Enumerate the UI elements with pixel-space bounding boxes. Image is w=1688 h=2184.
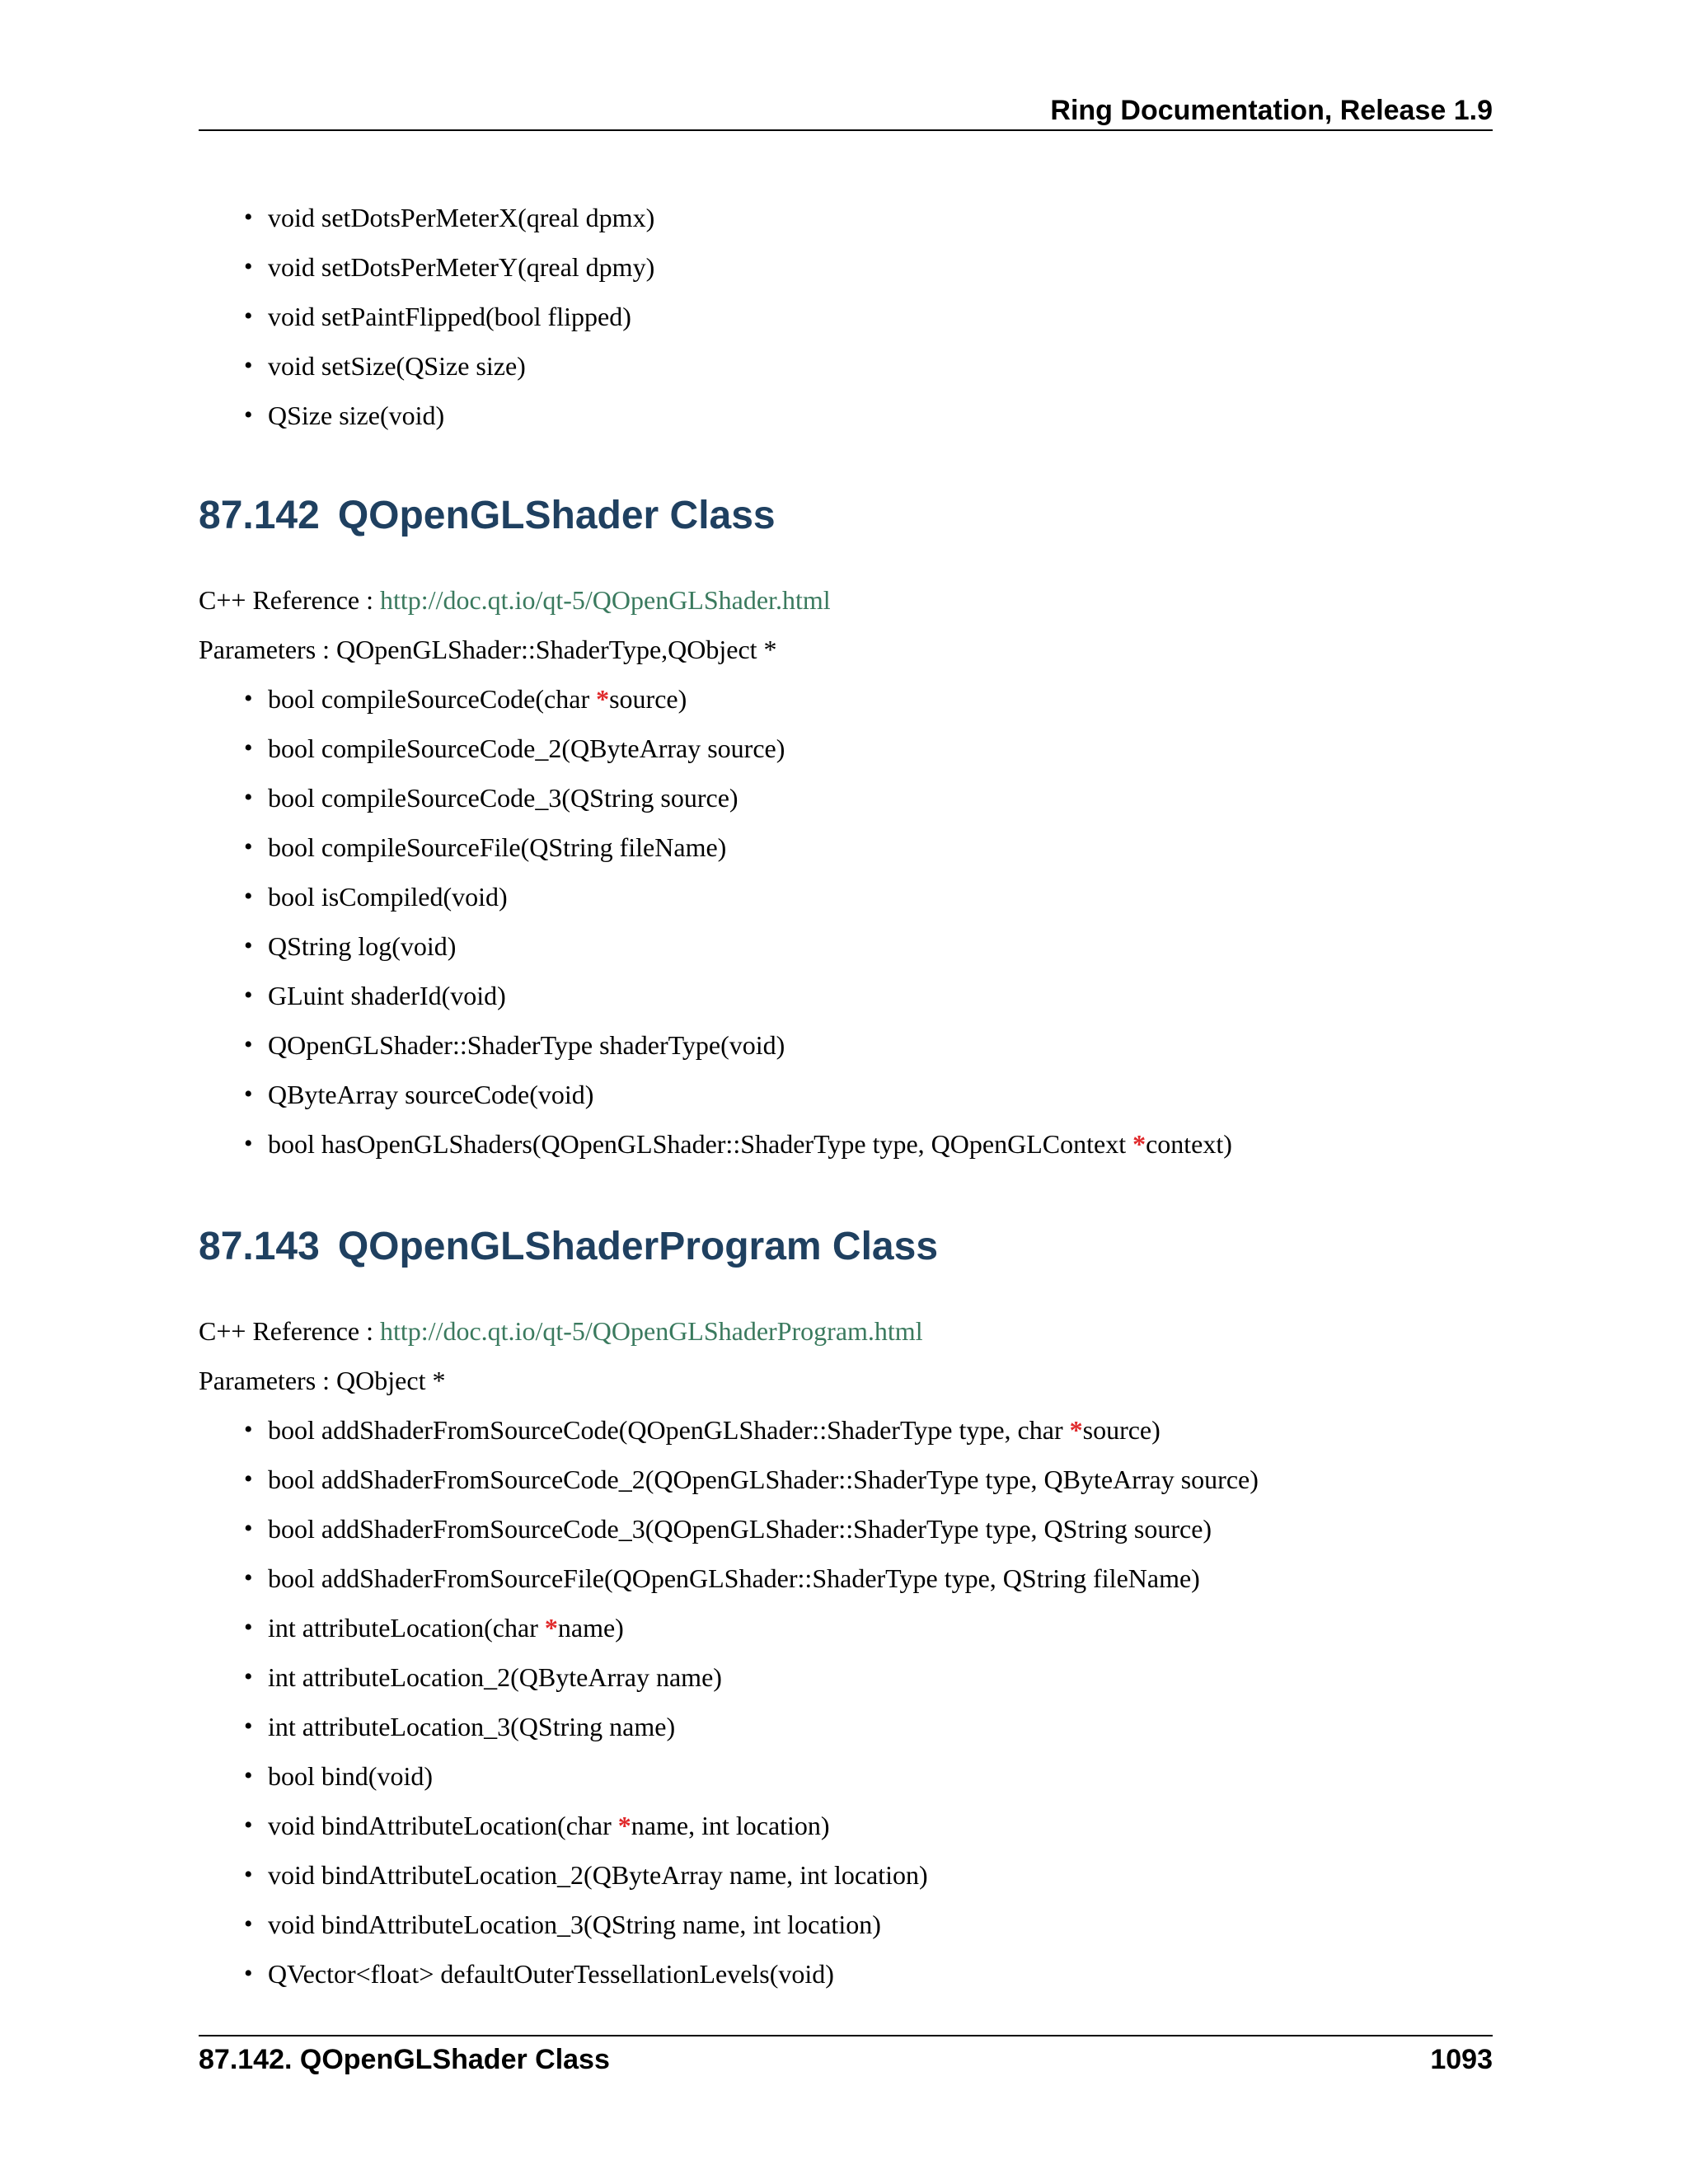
document-page <box>199 0 1493 2184</box>
cpp-reference-link[interactable]: http://doc.qt.io/qt-5/QOpenGLShader.html <box>380 585 831 615</box>
section-qopenglshader <box>199 491 1493 541</box>
method-item: • void bindAttributeLocation_3(QString name, int location) <box>199 1900 1493 1949</box>
parameters-value: QOpenGLShader::ShaderType,QObject * <box>336 635 777 664</box>
method-item: • bool addShaderFromSourceCode_3(QOpenGLShader::ShaderType type, QString source) <box>199 1504 1493 1554</box>
method-item: • bool compileSourceFile(QString fileName) <box>199 823 1493 872</box>
intro-method-list <box>199 193 1493 440</box>
section-qopenglshader-meta <box>199 575 1493 1169</box>
method-item: • bool compileSourceCode(char *source) <box>199 674 1493 724</box>
bullet-icon: • <box>244 1080 253 1108</box>
bullet-icon: • <box>244 1614 253 1641</box>
pointer-star: * <box>544 1613 558 1643</box>
bullet-icon: • <box>244 932 253 959</box>
method-item: • bool addShaderFromSourceCode(QOpenGLShader::ShaderType type, char *source) <box>199 1405 1493 1455</box>
section-qopenglshaderprogram-meta <box>199 1306 1493 1999</box>
section-qopenglshaderprogram <box>199 1222 1493 1272</box>
method-item: • GLuint shaderId(void) <box>199 971 1493 1020</box>
cpp-reference-label: C++ Reference : <box>199 585 380 615</box>
bullet-icon: • <box>244 401 253 429</box>
pointer-star: * <box>617 1811 631 1840</box>
method-item: • bool isCompiled(void) <box>199 872 1493 921</box>
cpp-reference <box>199 1306 1493 1356</box>
footer-rule <box>199 2035 1493 2036</box>
bullet-icon: • <box>244 833 253 860</box>
method-item: • void setDotsPerMeterX(qreal dpmx) <box>199 193 1493 242</box>
header-rule <box>199 129 1493 131</box>
method-item: • void setSize(QSize size) <box>199 341 1493 391</box>
footer-section-title: 87.142. QOpenGLShader Class <box>199 2044 610 2075</box>
method-item: • bool compileSourceCode_2(QByteArray source) <box>199 724 1493 773</box>
bullet-icon: • <box>244 1713 253 1740</box>
bullet-icon: • <box>244 1130 253 1157</box>
bullet-icon: • <box>244 685 253 712</box>
method-item: • int attributeLocation_2(QByteArray name) <box>199 1652 1493 1702</box>
parameters <box>199 625 1493 674</box>
bullet-icon: • <box>244 982 253 1009</box>
method-item: • QSize size(void) <box>199 391 1493 440</box>
method-item: • bool addShaderFromSourceCode_2(QOpenGLShader::ShaderType type, QByteArray source) <box>199 1455 1493 1504</box>
bullet-icon: • <box>244 1564 253 1591</box>
method-item: • int attributeLocation(char *name) <box>199 1603 1493 1652</box>
bullet-icon: • <box>244 1811 253 1839</box>
section-heading <box>199 1222 1493 1272</box>
bullet-icon: • <box>244 1861 253 1888</box>
bullet-icon: • <box>244 1910 253 1938</box>
bullet-icon: • <box>244 1515 253 1542</box>
method-item: • QVector<float> defaultOuterTessellationLevels(void) <box>199 1949 1493 1999</box>
bullet-icon: • <box>244 883 253 910</box>
bullet-icon: • <box>244 734 253 762</box>
bullet-icon: • <box>244 1031 253 1058</box>
section-heading <box>199 491 1493 541</box>
parameters <box>199 1356 1493 1405</box>
method-item: • int attributeLocation_3(QString name) <box>199 1702 1493 1751</box>
method-list <box>199 1405 1493 1999</box>
method-item: • void setPaintFlipped(bool flipped) <box>199 292 1493 341</box>
section-number: 87.142 <box>199 494 320 537</box>
pointer-star: * <box>596 684 610 714</box>
pointer-star: * <box>1069 1415 1083 1445</box>
method-item: • bool hasOpenGLShaders(QOpenGLShader::ShaderType type, QOpenGLContext *context) <box>199 1119 1493 1169</box>
parameters-label: Parameters : <box>199 635 337 664</box>
method-list <box>199 674 1493 1169</box>
page-number: 1093 <box>1430 2044 1493 2075</box>
bullet-icon: • <box>244 1663 253 1690</box>
cpp-reference-link[interactable]: http://doc.qt.io/qt-5/QOpenGLShaderProgram.html <box>380 1316 923 1346</box>
bullet-icon: • <box>244 1416 253 1443</box>
bullet-icon: • <box>244 784 253 811</box>
intro-method-block <box>199 193 1493 440</box>
parameters-label: Parameters : <box>199 1366 337 1395</box>
method-item: • void bindAttributeLocation_2(QByteArray name, int location) <box>199 1850 1493 1900</box>
cpp-reference-label: C++ Reference : <box>199 1316 380 1346</box>
bullet-icon: • <box>244 352 253 379</box>
bullet-icon: • <box>244 1762 253 1789</box>
pointer-star: * <box>1132 1129 1146 1159</box>
section-title: QOpenGLShader Class <box>337 494 776 537</box>
bullet-icon: • <box>244 302 253 330</box>
method-item: • void bindAttributeLocation(char *name, int location) <box>199 1801 1493 1850</box>
bullet-icon: • <box>244 1465 253 1493</box>
parameters-value: QObject * <box>336 1366 446 1395</box>
method-item: • bool bind(void) <box>199 1751 1493 1801</box>
bullet-icon: • <box>244 253 253 280</box>
method-item: • bool compileSourceCode_3(QString source) <box>199 773 1493 823</box>
method-item: • QByteArray sourceCode(void) <box>199 1070 1493 1119</box>
bullet-icon: • <box>244 204 253 231</box>
section-title: QOpenGLShaderProgram Class <box>337 1225 939 1268</box>
section-number: 87.143 <box>199 1225 320 1268</box>
method-item: • QOpenGLShader::ShaderType shaderType(void) <box>199 1020 1493 1070</box>
bullet-icon: • <box>244 1960 253 1987</box>
method-item: • bool addShaderFromSourceFile(QOpenGLShader::ShaderType type, QString fileName) <box>199 1554 1493 1603</box>
method-item: • void setDotsPerMeterY(qreal dpmy) <box>199 242 1493 292</box>
running-header: Ring Documentation, Release 1.9 <box>1050 95 1493 126</box>
cpp-reference <box>199 575 1493 625</box>
method-item: • QString log(void) <box>199 921 1493 971</box>
